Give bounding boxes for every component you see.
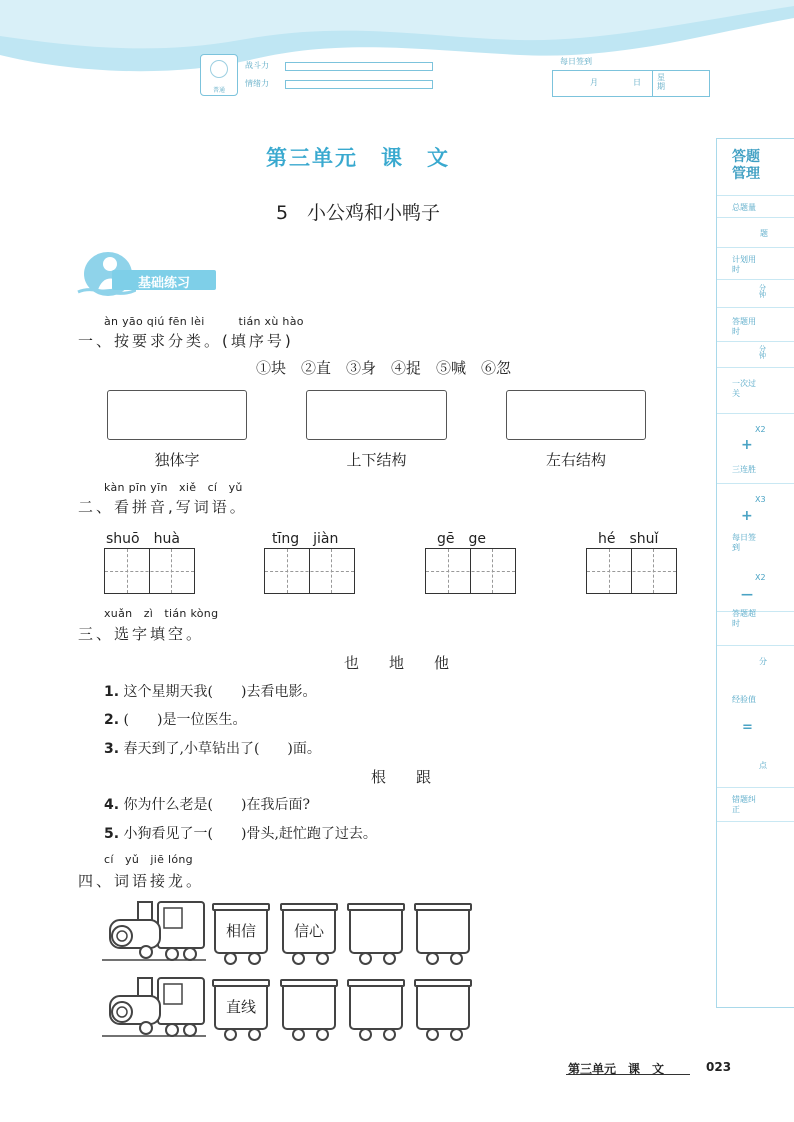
q3-pinyin: xuǎn zì tián kòng (104, 607, 219, 620)
q1-box-label-2: 上下结构 (346, 451, 407, 469)
q3-item-2-text: ( )是一位医生。 (123, 712, 247, 728)
side-used-label: 答题用时 (732, 317, 756, 336)
date-caption: 每日签到 (560, 57, 592, 66)
page-number: 023 (706, 1060, 732, 1074)
q2-word-pinyin-2: tīng jiàn (272, 531, 339, 547)
q2-word-pinyin-3: gē ge (437, 531, 486, 547)
q3-item-1-text: 这个星期天我( )去看电影。 (123, 684, 317, 700)
q3-group1-chars: 也 地 他 (344, 654, 450, 672)
section-badge-label: 基础练习 (138, 276, 191, 291)
train1-car-4[interactable] (416, 906, 470, 954)
date-day: 日 (633, 78, 641, 87)
q4-title: 四、词语接龙。 (78, 872, 205, 890)
q1-answer-box-3[interactable] (506, 390, 646, 440)
avatar (200, 54, 238, 96)
locomotive-icon (102, 972, 206, 1042)
train1-car-2[interactable] (282, 906, 336, 954)
date-month: 月 (590, 78, 598, 87)
side-title: 答题管理 (732, 149, 760, 182)
side-once-label: 一次过关 (732, 379, 756, 398)
train1-car-1 (214, 906, 268, 954)
q2-word-pinyin-4: hé shuǐ (598, 531, 659, 547)
side-used-unit: 分钟 (759, 345, 766, 360)
train1-word-1: 相信 (225, 922, 256, 940)
side-overtime-label: 答题超时 (732, 609, 756, 628)
field-1-bar[interactable] (285, 62, 433, 71)
train2-word-1: 直线 (225, 998, 256, 1016)
train1-car-3[interactable] (349, 906, 403, 954)
q3-item-5-text: 小狗看见了一( )骨头,赶忙跑了过去。 (123, 826, 377, 842)
q3-item-2-num: 2. (104, 712, 120, 728)
q3-group2-chars: 根 跟 (371, 768, 432, 786)
q2-writing-grid-2[interactable] (264, 548, 355, 594)
q4-pinyin: cí yǔ jiē lóng (104, 853, 193, 866)
side-plan-unit: 分钟 (759, 284, 766, 299)
side-x3: X3 (755, 495, 766, 504)
train2-car-3[interactable] (349, 982, 403, 1030)
side-exp-label: 经验值 (732, 695, 756, 704)
side-plus-b: + (741, 508, 753, 524)
q1-title: 一、按要求分类。(填序号) (78, 332, 294, 350)
field-2-label: 情绪力 (245, 79, 269, 88)
q1-answer-box-2[interactable] (306, 390, 447, 440)
q3-item-4-text: 你为什么老是( )在我后面? (123, 797, 310, 813)
train2-car-1 (214, 982, 268, 1030)
unit-title: 第三单元 课 文 (266, 146, 450, 170)
avatar-caption: 普通 (212, 87, 225, 94)
q2-writing-grid-1[interactable] (104, 548, 195, 594)
side-streak-label: 三连胜 (732, 465, 756, 474)
field-2-bar[interactable] (285, 80, 433, 89)
q3-item-3 (104, 738, 321, 758)
section-badge (76, 242, 216, 302)
date-box[interactable] (552, 70, 710, 97)
q1-pinyin: àn yāo qiú fēn lèi tián xù hào (104, 315, 304, 328)
train1-word-2: 信心 (293, 922, 324, 940)
side-points-unit: 点 (759, 761, 767, 770)
q3-item-2 (104, 709, 246, 729)
side-correct-label: 错题纠正 (732, 795, 756, 814)
q3-item-3-text: 春天到了,小草钻出了( )面。 (123, 741, 321, 757)
q1-box-label-1: 独体字 (154, 451, 200, 469)
q2-word-pinyin-1: shuō huà (106, 531, 180, 547)
q3-item-3-num: 3. (104, 741, 120, 757)
q2-writing-grid-4[interactable] (586, 548, 677, 594)
footer-unit: 第三单元 课 文 (568, 1062, 665, 1076)
field-1-label: 战斗力 (245, 61, 269, 70)
q3-item-5-num: 5. (104, 826, 120, 842)
side-checkin-label: 每日签到 (732, 533, 756, 552)
side-plan-label: 计划用时 (732, 255, 756, 274)
q1-answer-box-1[interactable] (107, 390, 247, 440)
side-plus-a: + (741, 437, 753, 453)
q2-pinyin: kàn pīn yīn xiě cí yǔ (104, 481, 243, 494)
q2-title: 二、看拼音,写词语。 (78, 498, 248, 516)
side-x2-a: X2 (755, 425, 766, 434)
q3-item-1 (104, 681, 316, 701)
side-score-unit: 分 (759, 657, 767, 666)
q3-item-1-num: 1. (104, 684, 120, 700)
q2-writing-grid-3[interactable] (425, 548, 516, 594)
side-equals: = (742, 720, 753, 735)
side-total-label: 总题量 (732, 203, 756, 212)
side-panel (716, 138, 794, 1008)
q3-title: 三、选字填空。 (78, 625, 205, 643)
side-minus: — (741, 587, 753, 601)
side-total-unit: 题 (760, 229, 768, 238)
q3-item-4-num: 4. (104, 797, 120, 813)
train2-car-2[interactable] (282, 982, 336, 1030)
date-week: 星期 (657, 73, 665, 91)
q1-box-label-3: 左右结构 (545, 451, 606, 469)
side-x2-b: X2 (755, 573, 766, 582)
lesson-title: 5 小公鸡和小鸭子 (275, 202, 441, 224)
locomotive-icon (102, 896, 206, 966)
q3-item-4 (104, 794, 310, 814)
q1-options: ①块 ②直 ③身 ④捉 ⑤喊 ⑥忽 (256, 359, 512, 377)
q3-item-5 (104, 823, 377, 843)
train2-car-4[interactable] (416, 982, 470, 1030)
